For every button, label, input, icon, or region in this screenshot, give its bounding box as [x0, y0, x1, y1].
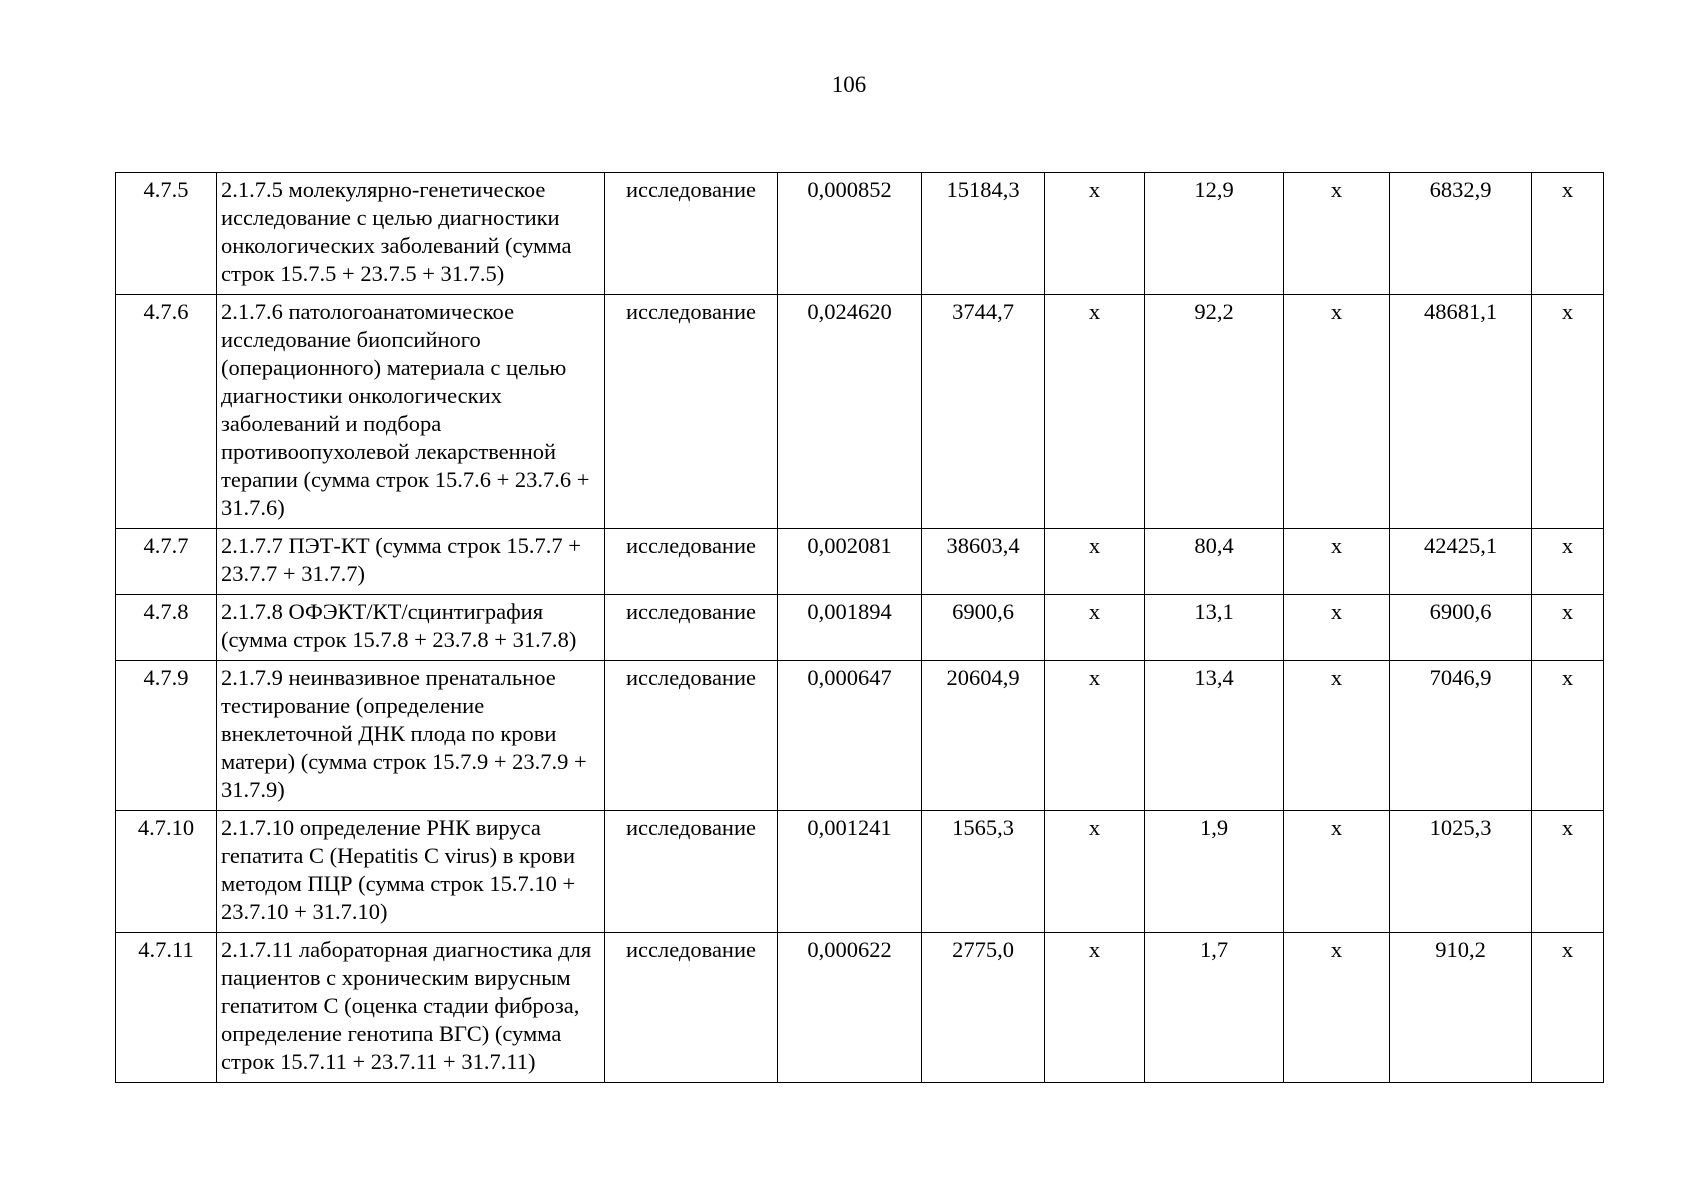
value-cell: 3744,7: [922, 295, 1045, 529]
unit-cell: исследование: [605, 661, 778, 811]
value-cell: 13,4: [1145, 661, 1284, 811]
page-number: 106: [831, 72, 867, 97]
unit-cell: исследование: [605, 529, 778, 595]
value-cell: 6900,6: [1390, 595, 1532, 661]
table-body: [116, 173, 1604, 1083]
value-cell: х: [1284, 661, 1390, 811]
row-name-cell: 2.1.7.5 молекулярно-генетическое исследование с целью диагностики онкологических заболеваний (сумма строк 15.7.5 + 23.7.5 + 31.7.5): [217, 173, 605, 295]
value-cell: 0,000622: [778, 933, 922, 1083]
value-cell: 12,9: [1145, 173, 1284, 295]
value-cell: 80,4: [1145, 529, 1284, 595]
value-cell: х: [1532, 295, 1604, 529]
value-cell: х: [1045, 661, 1145, 811]
table-row: [116, 811, 1604, 933]
value-cell: х: [1284, 933, 1390, 1083]
row-name-cell: 2.1.7.9 неинвазивное пренатальное тестирование (определение внеклеточной ДНК плода по крови матери) (сумма строк 15.7.9 + 23.7.9 + 31.7.9): [217, 661, 605, 811]
value-cell: 42425,1: [1390, 529, 1532, 595]
value-cell: х: [1532, 595, 1604, 661]
value-cell: 1,9: [1145, 811, 1284, 933]
value-cell: х: [1284, 811, 1390, 933]
value-cell: 38603,4: [922, 529, 1045, 595]
value-cell: х: [1045, 595, 1145, 661]
value-cell: 0,001894: [778, 595, 922, 661]
value-cell: 0,001241: [778, 811, 922, 933]
value-cell: х: [1532, 811, 1604, 933]
unit-cell: исследование: [605, 811, 778, 933]
data-table: [115, 172, 1604, 1083]
unit-cell: исследование: [605, 933, 778, 1083]
row-number-cell: 4.7.6: [116, 295, 217, 529]
value-cell: 13,1: [1145, 595, 1284, 661]
unit-cell: исследование: [605, 295, 778, 529]
value-cell: 92,2: [1145, 295, 1284, 529]
unit-cell: исследование: [605, 173, 778, 295]
unit-cell: исследование: [605, 595, 778, 661]
value-cell: 6832,9: [1390, 173, 1532, 295]
row-name-cell: 2.1.7.10 определение РНК вируса гепатита С (Hepatitis C virus) в крови методом ПЦР (сумма строк 15.7.10 + 23.7.10 + 31.7.10): [217, 811, 605, 933]
table-row: [116, 595, 1604, 661]
value-cell: х: [1532, 529, 1604, 595]
row-number-cell: 4.7.9: [116, 661, 217, 811]
row-number-cell: 4.7.10: [116, 811, 217, 933]
value-cell: 0,002081: [778, 529, 922, 595]
table-row: [116, 173, 1604, 295]
value-cell: 6900,6: [922, 595, 1045, 661]
row-number-cell: 4.7.5: [116, 173, 217, 295]
value-cell: 1025,3: [1390, 811, 1532, 933]
value-cell: 1565,3: [922, 811, 1045, 933]
row-name-cell: 2.1.7.6 патологоанатомическое исследование биопсийного (операционного) материала с целью диагностики онкологических заболеваний и подбора противоопухолевой лекарственной терапии (сумма строк 15.7.6 + 23.7.6 + 31.7.6): [217, 295, 605, 529]
value-cell: х: [1284, 529, 1390, 595]
value-cell: 910,2: [1390, 933, 1532, 1083]
value-cell: х: [1532, 173, 1604, 295]
table-row: [116, 295, 1604, 529]
value-cell: х: [1284, 173, 1390, 295]
value-cell: х: [1045, 933, 1145, 1083]
value-cell: 0,024620: [778, 295, 922, 529]
row-name-cell: 2.1.7.11 лабораторная диагностика для пациентов с хроническим вирусным гепатитом С (оценка стадии фиброза, определение генотипа ВГС) (сумма строк 15.7.11 + 23.7.11 + 31.7.11): [217, 933, 605, 1083]
value-cell: х: [1284, 295, 1390, 529]
value-cell: х: [1045, 811, 1145, 933]
value-cell: 20604,9: [922, 661, 1045, 811]
value-cell: 1,7: [1145, 933, 1284, 1083]
value-cell: 7046,9: [1390, 661, 1532, 811]
value-cell: 15184,3: [922, 173, 1045, 295]
value-cell: 2775,0: [922, 933, 1045, 1083]
table-row: [116, 933, 1604, 1083]
row-number-cell: 4.7.11: [116, 933, 217, 1083]
value-cell: 0,000647: [778, 661, 922, 811]
value-cell: х: [1532, 933, 1604, 1083]
value-cell: х: [1284, 595, 1390, 661]
table-row: [116, 661, 1604, 811]
value-cell: 48681,1: [1390, 295, 1532, 529]
value-cell: 0,000852: [778, 173, 922, 295]
table-row: [116, 529, 1604, 595]
row-number-cell: 4.7.8: [116, 595, 217, 661]
value-cell: х: [1045, 173, 1145, 295]
value-cell: х: [1045, 295, 1145, 529]
row-name-cell: 2.1.7.7 ПЭТ-КТ (сумма строк 15.7.7 + 23.7.7 + 31.7.7): [217, 529, 605, 595]
value-cell: х: [1532, 661, 1604, 811]
row-number-cell: 4.7.7: [116, 529, 217, 595]
row-name-cell: 2.1.7.8 ОФЭКТ/КТ/сцинтиграфия (сумма строк 15.7.8 + 23.7.8 + 31.7.8): [217, 595, 605, 661]
value-cell: х: [1045, 529, 1145, 595]
